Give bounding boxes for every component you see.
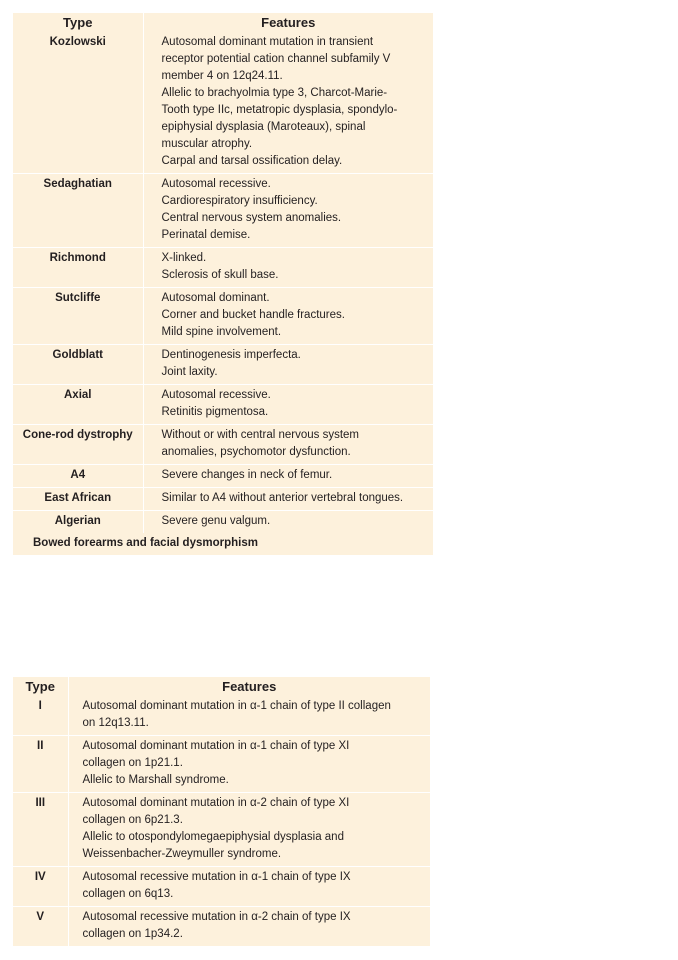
feature-line: epiphysial dysplasia (Maroteaux), spinal	[161, 121, 366, 133]
row-features	[143, 488, 433, 511]
type-column-header: Type	[13, 13, 143, 32]
table-row	[13, 425, 433, 465]
feature-line: Joint laxity.	[161, 366, 218, 378]
feature-line: Cardiorespiratory insufficiency.	[161, 195, 318, 207]
table-footer: Bowed forearms and facial dysmorphism	[33, 537, 258, 549]
table-row	[13, 32, 433, 174]
table-row	[13, 465, 433, 488]
feature-line: Allelic to Marshall syndrome.	[82, 774, 229, 786]
feature-line: Sclerosis of skull base.	[161, 269, 279, 281]
row-type: II	[13, 736, 68, 793]
table-body	[13, 696, 430, 946]
table-footer-row	[13, 533, 433, 555]
row-features	[143, 511, 433, 534]
row-type: East African	[13, 488, 143, 511]
feature-line: Autosomal dominant mutation in α-1 chain of type XI	[82, 740, 350, 752]
table-row	[13, 174, 433, 248]
row-type: A4	[13, 465, 143, 488]
table-row	[13, 488, 433, 511]
feature-line: collagen on 1p34.2.	[82, 928, 183, 940]
row-features	[143, 465, 433, 488]
row-features	[68, 736, 430, 793]
table-row	[13, 867, 430, 907]
row-type: Algerian	[13, 511, 143, 534]
feature-line: Carpal and tarsal ossification delay.	[161, 155, 343, 167]
feature-line: Tooth type IIc, metatropic dysplasia, spondylo-	[161, 104, 398, 116]
feature-line: Autosomal recessive mutation in α-1 chain of type IX	[82, 871, 351, 883]
feature-line: Autosomal dominant.	[161, 292, 270, 304]
row-type: Sutcliffe	[13, 288, 143, 345]
row-type: III	[13, 793, 68, 867]
table-row	[13, 736, 430, 793]
row-features	[68, 793, 430, 867]
row-type: Goldblatt	[13, 345, 143, 385]
feature-line: anomalies, psychomotor dysfunction.	[161, 446, 351, 458]
row-type: Kozlowski	[13, 32, 143, 174]
feature-line: Without or with central nervous system	[161, 429, 359, 441]
feature-line: Autosomal recessive.	[161, 178, 271, 190]
feature-line: Mild spine involvement.	[161, 326, 282, 338]
row-type: Axial	[13, 385, 143, 425]
feature-line: Perinatal demise.	[161, 229, 251, 241]
type-column-header: Type	[13, 677, 68, 696]
row-type: Richmond	[13, 248, 143, 288]
row-features	[143, 248, 433, 288]
row-features	[143, 32, 433, 174]
row-features	[68, 867, 430, 907]
row-type: Cone-rod dystrophy	[13, 425, 143, 465]
feature-line: Autosomal dominant mutation in α-1 chain of type II collagen	[82, 700, 391, 712]
row-features	[68, 696, 430, 736]
feature-line: collagen on 6q13.	[82, 888, 174, 900]
feature-line: Severe changes in neck of femur.	[161, 469, 333, 481]
features-column-header: Features	[261, 15, 316, 30]
feature-line: Autosomal recessive mutation in α-2 chain of type IX	[82, 911, 351, 923]
feature-line: Autosomal dominant mutation in α-2 chain of type XI	[82, 797, 350, 809]
row-type: V	[13, 907, 68, 947]
table-row	[13, 907, 430, 947]
table-row	[13, 511, 433, 534]
row-features	[143, 425, 433, 465]
feature-line: Allelic to otospondylomegaepiphysial dysplasia and	[82, 831, 344, 843]
row-type: Sedaghatian	[13, 174, 143, 248]
table-body	[13, 32, 433, 533]
row-features	[68, 907, 430, 947]
collagen-types-table	[13, 677, 430, 946]
feature-line: Autosomal recessive.	[161, 389, 271, 401]
feature-line: Similar to A4 without anterior vertebral tongues.	[161, 492, 404, 504]
table-header-row	[13, 677, 430, 696]
feature-line: member 4 on 12q24.11.	[161, 70, 283, 82]
feature-line: Dentinogenesis imperfecta.	[161, 349, 301, 361]
row-type: I	[13, 696, 68, 736]
feature-line: Weissenbacher-Zweymuller syndrome.	[82, 848, 282, 860]
table-header-row	[13, 13, 433, 32]
table-row	[13, 696, 430, 736]
feature-line: Corner and bucket handle fractures.	[161, 309, 345, 321]
table-row	[13, 288, 433, 345]
feature-line: receptor potential cation channel subfamily V	[161, 53, 391, 65]
feature-line: Retinitis pigmentosa.	[161, 406, 269, 418]
table-row	[13, 345, 433, 385]
feature-line: Central nervous system anomalies.	[161, 212, 342, 224]
features-column-header: Features	[222, 679, 277, 694]
table-row	[13, 793, 430, 867]
row-features	[143, 385, 433, 425]
row-features	[143, 345, 433, 385]
feature-line: on 12q13.11.	[82, 717, 149, 729]
feature-line: collagen on 1p21.1.	[82, 757, 183, 769]
table-row	[13, 248, 433, 288]
feature-line: Autosomal dominant mutation in transient	[161, 36, 374, 48]
table-row	[13, 385, 433, 425]
feature-line: Severe genu valgum.	[161, 515, 271, 527]
row-features	[143, 174, 433, 248]
feature-line: muscular atrophy.	[161, 138, 253, 150]
feature-line: collagen on 6p21.3.	[82, 814, 183, 826]
dysplasia-types-table	[13, 13, 433, 555]
row-type: IV	[13, 867, 68, 907]
row-features	[143, 288, 433, 345]
feature-line: Allelic to brachyolmia type 3, Charcot-Marie-	[161, 87, 388, 99]
feature-line: X-linked.	[161, 252, 207, 264]
